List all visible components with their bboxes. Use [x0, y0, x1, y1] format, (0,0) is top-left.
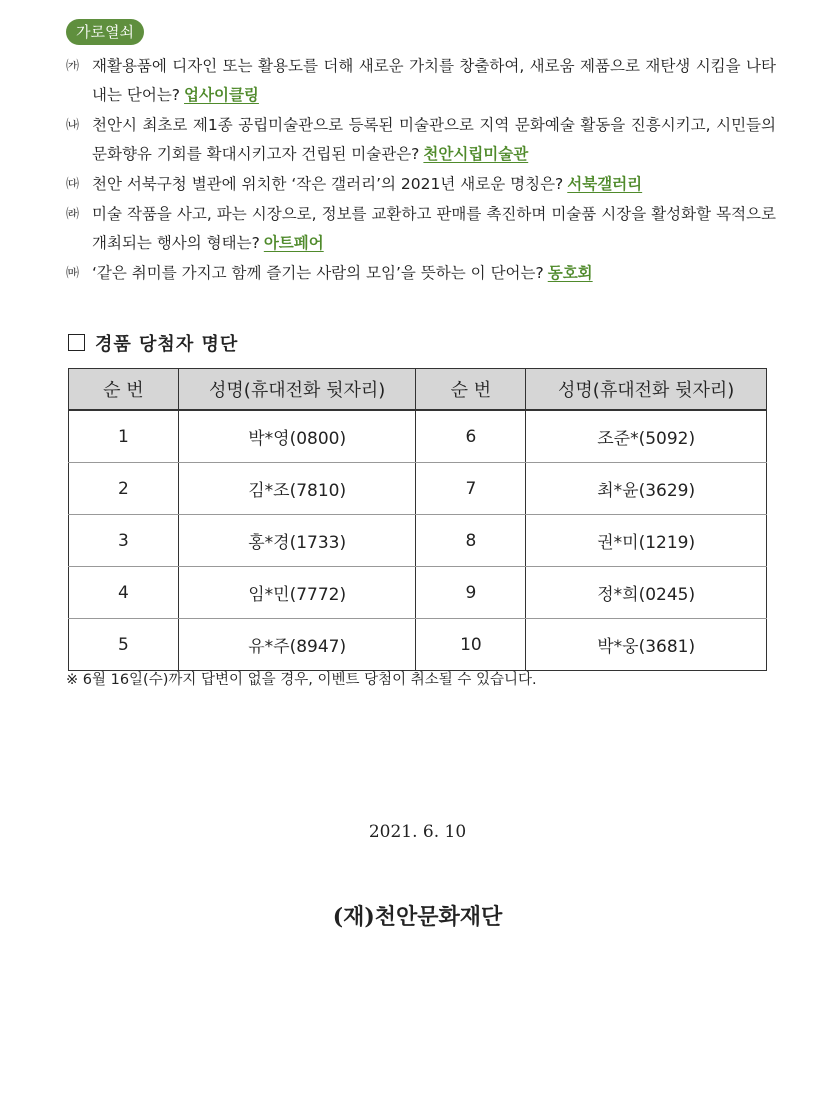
winners-table [68, 368, 767, 671]
clue-item [66, 259, 776, 288]
document-date: 2021. 6. 10 [368, 822, 467, 842]
table-cell: 최*윤(3629) [526, 463, 767, 515]
clue-section-badge: 가로열쇠 [66, 19, 144, 45]
table-cell: 김*조(7810) [178, 463, 416, 515]
table-cell: 7 [416, 463, 526, 515]
clue-answer: 동호회 [547, 264, 593, 282]
clue-answer: 서북갤러리 [567, 175, 643, 193]
table-cell: 홍*경(1733) [178, 515, 416, 567]
table-cell: 조준*(5092) [526, 410, 767, 463]
table-cell: 4 [69, 567, 179, 619]
table-row [69, 515, 767, 567]
table-cell: 2 [69, 463, 179, 515]
clue-item [66, 111, 776, 169]
table-cell: 1 [69, 410, 179, 463]
clue-text: 천안시 최초로 제1종 공립미술관으로 등록된 미술관으로 지역 문화예술 활동을 진흥시키고, 시민들의 문화향유 기회를 확대시키고자 건립된 미술관은? [92, 116, 776, 163]
clue-answer: 아트페어 [263, 234, 324, 252]
column-header-name: 성명(휴대전화 뒷자리) [178, 369, 416, 411]
table-cell: 박*웅(3681) [526, 619, 767, 671]
table-cell: 5 [69, 619, 179, 671]
checkbox-square-icon [68, 334, 85, 351]
clue-marker: ㈎ [66, 59, 80, 74]
column-header-name: 성명(휴대전화 뒷자리) [526, 369, 767, 411]
table-cell: 9 [416, 567, 526, 619]
table-cell: 박*영(0800) [178, 410, 416, 463]
clue-text: ‘같은 취미를 가지고 함께 즐기는 사람의 모임’을 뜻하는 이 단어는? [92, 264, 544, 282]
table-cell: 10 [416, 619, 526, 671]
table-cell: 권*미(1219) [526, 515, 767, 567]
clue-answer: 업사이클링 [184, 86, 259, 104]
table-cell: 6 [416, 410, 526, 463]
clue-marker: ㈐ [66, 177, 80, 192]
table-cell: 유*주(8947) [178, 619, 416, 671]
table-row [69, 463, 767, 515]
notice-text: ※ 6월 16일(수)까지 답변이 없을 경우, 이벤트 당첨이 취소될 수 있습니다. [66, 672, 537, 688]
clue-marker: ㈏ [66, 118, 80, 133]
section-title [68, 330, 238, 356]
table-cell: 임*민(7772) [178, 567, 416, 619]
clue-text: 재활용품에 디자인 또는 활용도를 더해 새로운 가치를 창출하여, 새로움 제품으로 재탄생 시킴을 나타내는 단어는? [92, 57, 776, 104]
table-row [69, 619, 767, 671]
clue-marker: ㈒ [66, 266, 80, 281]
clue-text: 미술 작품을 사고, 파는 시장으로, 정보를 교환하고 판매를 촉진하며 미술품 시장을 활성화할 목적으로 개최되는 행사의 형태는? [92, 205, 776, 252]
column-header-number: 순 번 [416, 369, 526, 411]
section-title-text: 경품 당첨자 명단 [95, 334, 239, 355]
column-header-number: 순 번 [69, 369, 179, 411]
clue-text: 천안 서북구청 별관에 위치한 ‘작은 갤러리’의 2021년 새로운 명칭은? [92, 175, 564, 193]
clue-item [66, 52, 776, 110]
clue-item [66, 200, 776, 258]
organization-name: (재)천안문화재단 [332, 904, 503, 930]
table-cell: 8 [416, 515, 526, 567]
clue-list [66, 52, 776, 289]
clue-answer: 천안시립미술관 [423, 145, 529, 163]
table-header-row [69, 369, 767, 411]
table-cell: 3 [69, 515, 179, 567]
table-row [69, 410, 767, 463]
clue-item [66, 170, 776, 199]
clue-marker: ㈑ [66, 207, 80, 222]
table-cell: 정*희(0245) [526, 567, 767, 619]
table-row [69, 567, 767, 619]
